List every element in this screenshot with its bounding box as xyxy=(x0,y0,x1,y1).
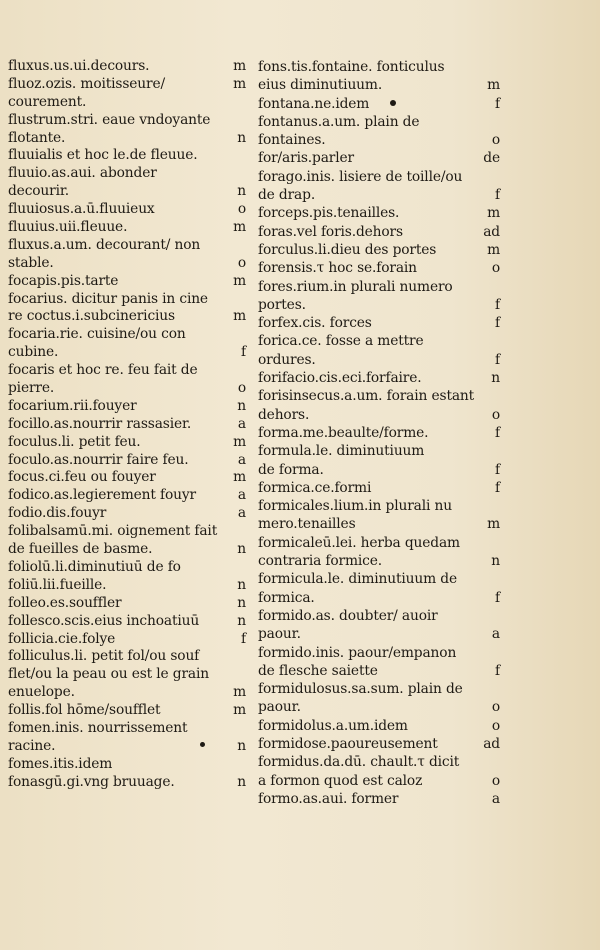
dictionary-entry xyxy=(8,434,250,452)
entry-text: formicula.le. diminutiuum de xyxy=(258,571,457,588)
gender-marker: f xyxy=(495,662,500,679)
entry-text: portes. xyxy=(258,296,306,313)
entry-text: focarius. dicitur panis in cine xyxy=(8,290,208,307)
dictionary-entry xyxy=(8,130,250,148)
entry-text: racine. xyxy=(8,737,56,754)
dictionary-entry xyxy=(8,541,250,559)
dictionary-entry xyxy=(8,237,250,255)
entry-text: cubine. xyxy=(8,344,59,361)
entry-text: forago.inis. lisiere de toille/ou xyxy=(258,168,463,185)
dictionary-entry xyxy=(258,369,504,387)
entry-text: forisinsecus.a.um. forain estant xyxy=(258,388,475,405)
gender-marker: a xyxy=(491,790,500,807)
gender-marker: m xyxy=(487,205,500,222)
gender-marker: f xyxy=(495,479,500,496)
dictionary-entry xyxy=(258,314,504,332)
entry-text: foliū.lii.fueille. xyxy=(8,576,107,593)
dictionary-entry xyxy=(258,515,504,533)
entry-text: flustrum.stri. eaue vndoyante xyxy=(8,111,211,128)
dictionary-entry xyxy=(8,94,250,112)
dictionary-entry xyxy=(258,186,504,204)
entry-text: formicales.lium.in plurali nu xyxy=(258,498,452,515)
entry-text: focillo.as.nourrir rassasier. xyxy=(8,415,192,432)
gender-marker: m xyxy=(233,58,246,74)
dictionary-entry xyxy=(8,273,250,291)
entry-text: paour. xyxy=(258,626,301,643)
entry-text: de forma. xyxy=(258,461,324,478)
dictionary-entry xyxy=(8,76,250,94)
gender-marker: n xyxy=(237,541,246,558)
gender-marker: m xyxy=(233,308,246,325)
ink-speck xyxy=(200,742,205,747)
dictionary-entry xyxy=(258,790,504,808)
entry-text: formido.as. doubter/ auoir xyxy=(258,607,438,624)
dictionary-entry xyxy=(8,666,250,684)
entry-text: follesco.scis.eius inchoatiuū xyxy=(8,612,200,629)
entry-text: foculus.li. petit feu. xyxy=(8,433,141,450)
entry-text: formica. xyxy=(258,589,315,606)
entry-text: fons.tis.fontaine. fonticulus xyxy=(258,59,445,75)
gender-marker: m xyxy=(233,702,246,719)
gender-marker: f xyxy=(495,315,500,332)
dictionary-entry xyxy=(258,76,504,94)
entry-text: fontaines. xyxy=(258,132,326,149)
entry-text: formicaleū.lei. herba quedam xyxy=(258,534,460,551)
entry-text: stable. xyxy=(8,254,54,271)
dictionary-entry xyxy=(8,308,250,326)
gender-marker: o xyxy=(491,260,500,277)
entry-text: formo.as.aui. former xyxy=(258,790,399,807)
dictionary-entry xyxy=(258,479,504,497)
dictionary-entry xyxy=(258,607,504,625)
entry-text: formidose.paoureusement xyxy=(258,735,438,752)
entry-text: focapis.pis.tarte xyxy=(8,272,119,289)
entry-text: eius diminutiuum. xyxy=(258,77,383,94)
dictionary-entry xyxy=(8,577,250,595)
dictionary-entry xyxy=(8,398,250,416)
dictionary-entry xyxy=(8,559,250,577)
entry-text: flet/ou la peau ou est le grain xyxy=(8,666,209,683)
dictionary-entry xyxy=(258,552,504,570)
gender-marker: a xyxy=(237,505,246,522)
dictionary-entry xyxy=(258,278,504,296)
entry-text: paour. xyxy=(258,699,301,716)
entry-text: fomes.itis.idem xyxy=(8,755,113,772)
gender-marker: de xyxy=(483,150,500,167)
gender-marker: a xyxy=(237,415,246,432)
dictionary-entry xyxy=(258,113,504,131)
dictionary-entry xyxy=(8,452,250,470)
dictionary-entry xyxy=(8,774,250,792)
dictionary-entry xyxy=(258,387,504,405)
gender-marker: n xyxy=(237,737,246,754)
dictionary-entry xyxy=(258,662,504,680)
dictionary-entry xyxy=(258,259,504,277)
gender-marker: ad xyxy=(483,735,500,752)
entry-text: fonasgū.gi.vng bruuage. xyxy=(8,773,175,790)
gender-marker: a xyxy=(237,487,246,504)
entry-text: foculo.as.nourrir faire feu. xyxy=(8,451,189,468)
dictionary-entry xyxy=(8,183,250,201)
entry-text: enuelope. xyxy=(8,684,75,701)
left-column xyxy=(8,58,250,792)
gender-marker: m xyxy=(233,219,246,236)
gender-marker: o xyxy=(491,699,500,716)
dictionary-entry xyxy=(258,644,504,662)
gender-marker: m xyxy=(233,433,246,450)
gender-marker: f xyxy=(495,351,500,368)
entry-text: de fueilles de basme. xyxy=(8,541,153,558)
dictionary-entry xyxy=(258,149,504,167)
entry-text: fluuio.as.aui. abonder xyxy=(8,165,157,182)
gender-marker: n xyxy=(491,370,500,387)
dictionary-entry xyxy=(8,255,250,273)
entry-text: fluuius.uii.fleuue. xyxy=(8,219,128,236)
entry-text: formidolus.a.um.idem xyxy=(258,717,408,734)
gender-marker: o xyxy=(491,132,500,149)
dictionary-entry xyxy=(8,648,250,666)
gender-marker: o xyxy=(491,772,500,789)
entry-text: dehors. xyxy=(258,406,310,423)
gender-marker: m xyxy=(233,469,246,486)
dictionary-entry xyxy=(258,351,504,369)
gender-marker: o xyxy=(237,201,246,218)
entry-text: fodico.as.legierement fouyr xyxy=(8,487,196,504)
gender-marker: f xyxy=(495,187,500,204)
entry-text: fluxus.a.um. decourant/ non xyxy=(8,236,201,253)
dictionary-entry xyxy=(8,291,250,309)
entry-text: contraria formice. xyxy=(258,553,382,570)
dictionary-entry xyxy=(8,165,250,183)
dictionary-entry xyxy=(258,497,504,515)
gender-marker: ad xyxy=(483,223,500,240)
gender-marker: n xyxy=(237,397,246,414)
dictionary-entry xyxy=(8,505,250,523)
gender-marker: n xyxy=(237,773,246,790)
entry-text: fluxus.us.ui.decours. xyxy=(8,58,150,74)
gender-marker: n xyxy=(237,129,246,146)
entry-text: fontanus.a.um. plain de xyxy=(258,113,420,130)
dictionary-entry xyxy=(8,58,250,76)
entry-text: flotante. xyxy=(8,129,66,146)
gender-marker: f xyxy=(495,461,500,478)
entry-text: de drap. xyxy=(258,187,316,204)
entry-text: forma.me.beaulte/forme. xyxy=(258,424,429,441)
dictionary-entry xyxy=(258,131,504,149)
gender-marker: m xyxy=(233,75,246,92)
entry-text: formula.le. diminutiuum xyxy=(258,443,425,460)
entry-text: forica.ce. fosse a mettre xyxy=(258,333,424,350)
gender-marker: o xyxy=(491,406,500,423)
entry-text: formica.ce.formi xyxy=(258,479,372,496)
entry-text: de flesche saiette xyxy=(258,662,378,679)
dictionary-entry xyxy=(258,625,504,643)
dictionary-entry xyxy=(258,717,504,735)
entry-text: for/aris.parler xyxy=(258,150,354,167)
entry-text: folliculus.li. petit fol/ou souf xyxy=(8,648,200,665)
entry-text: follis.fol hōme/soufflet xyxy=(8,702,161,719)
entry-text: decourir. xyxy=(8,183,70,200)
dictionary-entry xyxy=(8,147,250,165)
dictionary-entry xyxy=(8,344,250,362)
dictionary-entry xyxy=(8,684,250,702)
dictionary-entry xyxy=(258,241,504,259)
gender-marker: n xyxy=(491,553,500,570)
entry-text: focaris et hoc re. feu fait de xyxy=(8,362,198,379)
gender-marker: n xyxy=(237,594,246,611)
dictionary-entry xyxy=(258,58,504,76)
entry-text: focarium.rii.fouyer xyxy=(8,397,137,414)
dictionary-entry xyxy=(258,461,504,479)
dictionary-entry xyxy=(258,95,504,113)
dictionary-entry xyxy=(8,219,250,237)
entry-text: fores.rium.in plurali numero xyxy=(258,278,453,295)
entry-text: follicia.cie.folye xyxy=(8,630,116,647)
dictionary-entry xyxy=(8,487,250,505)
dictionary-entry xyxy=(258,753,504,771)
gender-marker: o xyxy=(237,380,246,397)
dictionary-entry xyxy=(258,424,504,442)
dictionary-entry xyxy=(8,112,250,130)
dictionary-entry xyxy=(8,738,250,756)
entry-text: mero.tenailles xyxy=(258,516,356,533)
gender-marker: m xyxy=(487,241,500,258)
entry-text: forceps.pis.tenailles. xyxy=(258,205,400,222)
dictionary-entry xyxy=(8,469,250,487)
right-column xyxy=(258,58,504,808)
dictionary-entry xyxy=(8,362,250,380)
entry-text: focus.ci.feu ou fouyer xyxy=(8,469,156,486)
entry-text: folleo.es.souffler xyxy=(8,594,122,611)
dictionary-entry xyxy=(258,735,504,753)
gender-marker: o xyxy=(491,717,500,734)
entry-text: pierre. xyxy=(8,380,55,397)
gender-marker: f xyxy=(495,424,500,441)
entry-text: fomen.inis. nourrissement xyxy=(8,719,188,736)
dictionary-entry xyxy=(258,570,504,588)
dictionary-entry xyxy=(8,756,250,774)
dictionary-entry xyxy=(8,720,250,738)
entry-text: fluuialis et hoc le.de fleuue. xyxy=(8,147,198,164)
dictionary-entry xyxy=(8,631,250,649)
entry-text: forfex.cis. forces xyxy=(258,315,372,332)
dictionary-entry xyxy=(258,442,504,460)
gender-marker: n xyxy=(237,612,246,629)
dictionary-entry xyxy=(258,772,504,790)
dictionary-entry xyxy=(258,406,504,424)
dictionary-entry xyxy=(258,296,504,314)
dictionary-entry xyxy=(8,326,250,344)
dictionary-entry xyxy=(258,698,504,716)
dictionary-entry xyxy=(258,534,504,552)
dictionary-entry xyxy=(8,201,250,219)
dictionary-entry xyxy=(8,595,250,613)
entry-text: courement. xyxy=(8,93,87,110)
dictionary-entry xyxy=(8,613,250,631)
entry-text: fontana.ne.idem xyxy=(258,95,370,112)
entry-text: fluoz.ozis. moitisseure/ xyxy=(8,75,165,92)
entry-text: fodio.dis.fouyr xyxy=(8,505,107,522)
dictionary-entry xyxy=(258,332,504,350)
dictionary-entry xyxy=(258,223,504,241)
dictionary-entry xyxy=(258,680,504,698)
entry-text: folibalsamū.mi. oignement fait xyxy=(8,523,218,540)
entry-text: forifacio.cis.eci.forfaire. xyxy=(258,370,422,387)
gender-marker: f xyxy=(495,589,500,606)
entry-text: formidulosus.sa.sum. plain de xyxy=(258,681,463,698)
gender-marker: f xyxy=(241,630,246,647)
entry-text: re coctus.i.subcinericius xyxy=(8,308,175,325)
entry-text: a formon quod est caloz xyxy=(258,772,423,789)
gender-marker: m xyxy=(233,272,246,289)
gender-marker: o xyxy=(237,254,246,271)
gender-marker: m xyxy=(233,684,246,701)
entry-text: forculus.li.dieu des portes xyxy=(258,241,437,258)
gender-marker: n xyxy=(237,183,246,200)
dictionary-entry xyxy=(8,416,250,434)
dictionary-entry xyxy=(8,523,250,541)
gender-marker: f xyxy=(495,296,500,313)
entry-text: focaria.rie. cuisine/ou con xyxy=(8,326,186,343)
entry-text: fluuiosus.a.ū.fluuieux xyxy=(8,201,155,218)
dictionary-entry xyxy=(258,204,504,222)
gender-marker: m xyxy=(487,516,500,533)
entry-text: foliolū.li.diminutiuū de fo xyxy=(8,558,181,575)
gender-marker: f xyxy=(495,95,500,112)
entry-text: ordures. xyxy=(258,351,316,368)
gender-marker: m xyxy=(487,77,500,94)
dictionary-entry xyxy=(258,168,504,186)
ink-speck xyxy=(390,100,396,106)
gender-marker: n xyxy=(237,576,246,593)
entry-text: foras.vel foris.dehors xyxy=(258,223,403,240)
gender-marker: a xyxy=(491,626,500,643)
dictionary-entry xyxy=(8,702,250,720)
dictionary-entry xyxy=(258,589,504,607)
entry-text: formido.inis. paour/empanon xyxy=(258,644,457,661)
gender-marker: a xyxy=(237,451,246,468)
entry-text: forensis.τ hoc se.forain xyxy=(258,260,417,277)
entry-text: formidus.da.dū. chault.τ dicit xyxy=(258,754,460,771)
gender-marker: f xyxy=(241,344,246,361)
dictionary-entry xyxy=(8,380,250,398)
